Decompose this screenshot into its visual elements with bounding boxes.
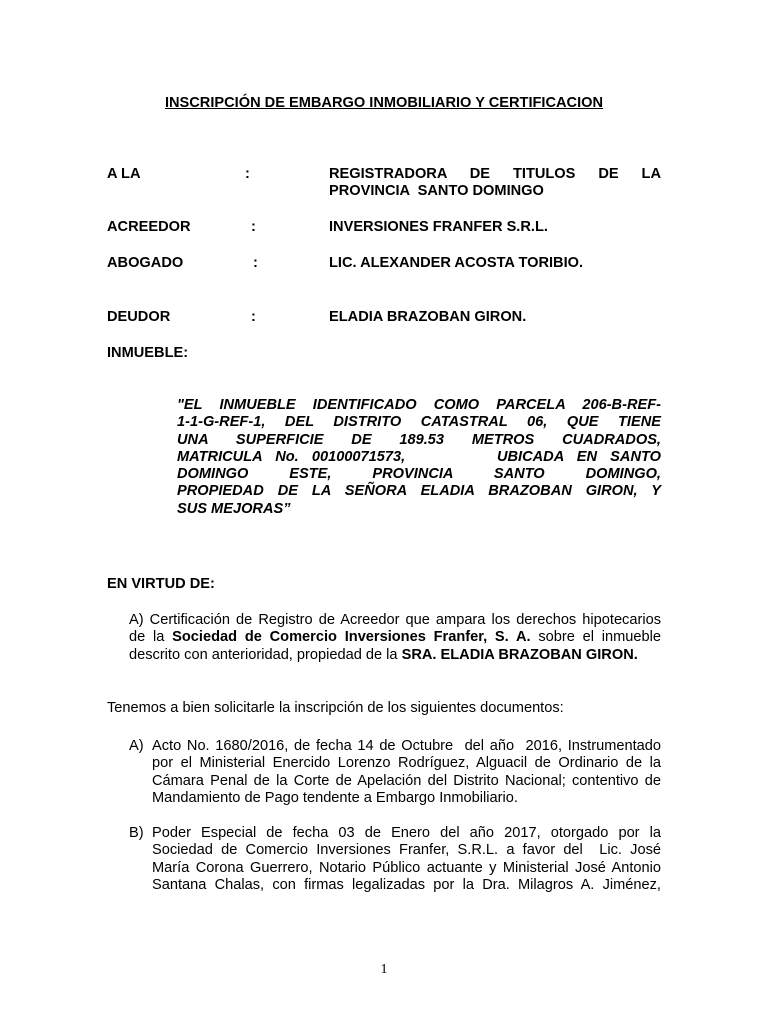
header-label-a-la: A LA [107, 166, 141, 182]
header-value-line: REGISTRADORA DE TITULOS DE LA [329, 166, 661, 182]
debtor-name: SRA. ELADIA BRAZOBAN GIRON. [401, 646, 638, 663]
header-value-acreedor: INVERSIONES FRANFER S.R.L. [329, 219, 548, 235]
item-line: Poder Especial de fecha 03 de Enero del año 2017, otorgado por la [152, 825, 661, 841]
en-virtud-heading: EN VIRTUD DE: [107, 576, 215, 592]
text-run: sobre el inmueble [530, 629, 661, 646]
header-colon: : [253, 255, 258, 271]
item-line: María Corona Guerrero, Notario Público actuante y Ministerial José Antonio [152, 859, 661, 876]
page-number: 1 [380, 962, 388, 977]
item-line: por el Ministerial Enercido Lorenzo Rodríguez, Alguacil de Ordinario de la [152, 755, 661, 772]
quote-line: "EL INMUEBLE IDENTIFICADO COMO PARCELA 206-B-REF- [177, 397, 661, 413]
item-line: Acto No. 1680/2016, de fecha 14 de Octubre del año 2016, Instrumentado [152, 738, 661, 754]
item-line: Cámara Penal de la Corte de Apelación del Distrito Nacional; contentivo de [152, 772, 661, 789]
header-label-acreedor: ACREEDOR [107, 219, 191, 235]
header-value-a-la [329, 166, 661, 200]
header-label-deudor: DEUDOR [107, 309, 171, 325]
document-marker-b: B) [129, 825, 144, 841]
header-colon: : [251, 219, 256, 235]
inmueble-label: INMUEBLE: [107, 345, 189, 361]
quote-line: DOMINGO ESTE, PROVINCIA SANTO DOMINGO, [177, 466, 661, 483]
item-line: Mandamiento de Pago tendente a Embargo Inmobiliario. [152, 790, 518, 807]
document-title: INSCRIPCIÓN DE EMBARGO INMOBILIARIO Y CERTIFICACION [164, 95, 604, 111]
property-description-quote [177, 397, 661, 518]
header-label-abogado: ABOGADO [107, 255, 184, 271]
header-value-abogado: LIC. ALEXANDER ACOSTA TORIBIO. [329, 255, 584, 271]
text-run: de la [129, 629, 173, 646]
header-colon: : [245, 166, 250, 182]
header-colon: : [251, 309, 256, 325]
creditor-company-name: Sociedad de Comercio Inversiones Franfer, S. A. [172, 629, 531, 646]
quote-line: PROPIEDAD DE LA SEÑORA ELADIA BRAZOBAN GIRON, Y [177, 483, 661, 500]
text-run: descrito con anterioridad, propiedad de la [129, 646, 402, 663]
en-virtud-item-a [129, 612, 661, 664]
document-item-a [152, 738, 661, 808]
request-intro: Tenemos a bien solicitarle la inscripción de los siguientes documentos: [107, 700, 564, 716]
document-marker-a: A) [129, 738, 144, 754]
header-value-line: PROVINCIA SANTO DOMINGO [329, 183, 544, 199]
item-line: Santana Chalas, con firmas legalizadas por la Dra. Milagros A. Jiménez, [152, 877, 661, 894]
document-item-b [152, 825, 661, 895]
quote-line: 1-1-G-REF-1, DEL DISTRITO CATASTRAL 06, QUE TIENE [177, 414, 661, 431]
header-value-deudor: ELADIA BRAZOBAN GIRON. [329, 309, 527, 325]
quote-line: UNA SUPERFICIE DE 189.53 METROS CUADRADOS, [177, 431, 661, 448]
paragraph-line [129, 647, 661, 664]
item-line: Sociedad de Comercio Inversiones Franfer, S.R.L. a favor del Lic. José [152, 842, 661, 859]
paragraph-line: A) Certificación de Registro de Acreedor que ampara los derechos hipotecarios [129, 612, 661, 628]
quote-line: SUS MEJORAS” [177, 500, 291, 517]
paragraph-line [129, 629, 661, 646]
quote-line: MATRICULA No. 00100071573, UBICADA EN SANTO [177, 448, 661, 465]
